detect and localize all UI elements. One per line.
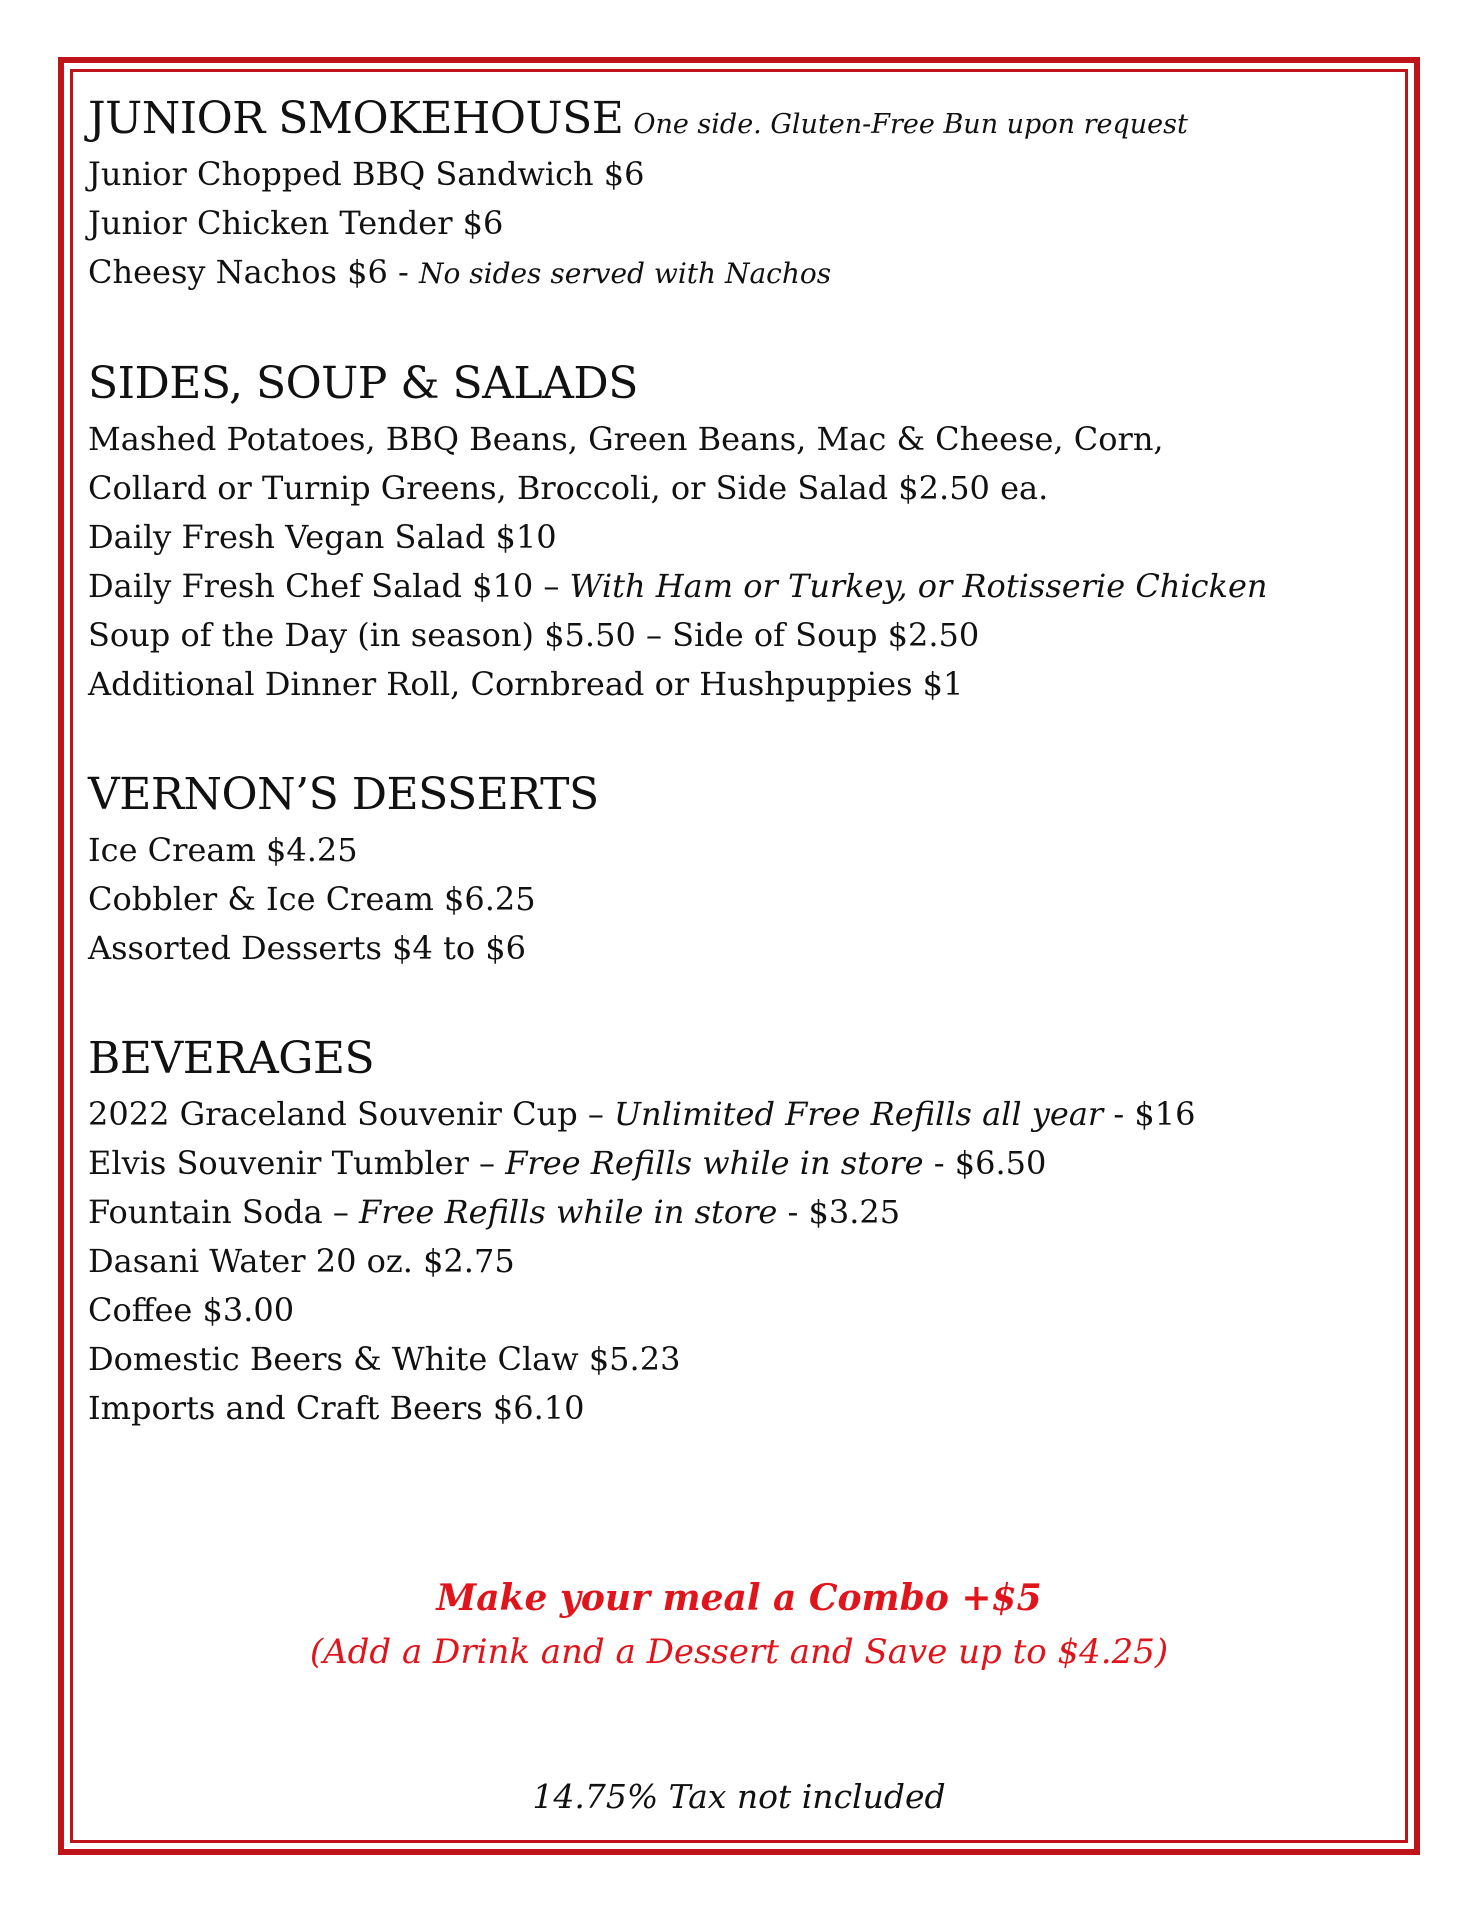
menu-item-note: Unlimited Free Refills all year bbox=[614, 1095, 1104, 1133]
section-desserts bbox=[88, 764, 1388, 973]
menu-item bbox=[88, 1286, 1388, 1335]
section-title: JUNIOR SMOKEHOUSE bbox=[88, 93, 624, 144]
menu-item bbox=[88, 924, 1388, 973]
menu-item bbox=[88, 1335, 1388, 1384]
menu-item bbox=[88, 415, 1388, 464]
menu-content bbox=[88, 88, 1388, 1433]
menu-item bbox=[88, 611, 1388, 660]
menu-item-text: Additional Dinner Roll, Cornbread or Hushpuppies $1 bbox=[88, 665, 964, 703]
menu-item-text: Dasani Water 20 oz. $2.75 bbox=[88, 1242, 515, 1280]
tax-note: 14.75% Tax not included bbox=[532, 1777, 946, 1816]
section-heading-row bbox=[88, 88, 1388, 150]
menu-item-note: Free Refills while in store bbox=[505, 1144, 924, 1182]
menu-item bbox=[88, 150, 1388, 199]
menu-item bbox=[88, 660, 1388, 709]
menu-item-text: Imports and Craft Beers $6.10 bbox=[88, 1389, 585, 1427]
menu-item bbox=[88, 1188, 1388, 1237]
section-title: SIDES, SOUP & SALADS bbox=[88, 358, 638, 409]
menu-item-text: Cobbler & Ice Cream $6.25 bbox=[88, 880, 536, 918]
menu-item-text: Daily Fresh Vegan Salad $10 bbox=[88, 518, 557, 556]
menu-item bbox=[88, 826, 1388, 875]
menu-item bbox=[88, 1237, 1388, 1286]
menu-item-price: - $6.50 bbox=[923, 1144, 1047, 1182]
menu-item-text: Mashed Potatoes, BBQ Beans, Green Beans, Mac & Cheese, Corn, bbox=[88, 420, 1164, 458]
section-title: VERNON’S DESSERTS bbox=[88, 769, 599, 820]
menu-item bbox=[88, 875, 1388, 924]
section-note: One side. Gluten-Free Bun upon request bbox=[633, 109, 1188, 140]
menu-item bbox=[88, 1139, 1388, 1188]
menu-item-text: Junior Chicken Tender $6 bbox=[88, 204, 504, 242]
combo-offer-title: Make your meal a Combo +$5 bbox=[436, 1577, 1042, 1619]
menu-item-text: Daily Fresh Chef Salad $10 – bbox=[88, 567, 570, 605]
menu-item-text: Ice Cream $4.25 bbox=[88, 831, 358, 869]
menu-item bbox=[88, 562, 1388, 611]
section-title: BEVERAGES bbox=[88, 1033, 375, 1084]
menu-item-text: Junior Chopped BBQ Sandwich $6 bbox=[88, 155, 645, 193]
section-sides-soup-salads bbox=[88, 353, 1388, 709]
menu-item-price: - $16 bbox=[1103, 1095, 1196, 1133]
menu-item bbox=[88, 464, 1388, 513]
section-heading-row bbox=[88, 764, 1388, 826]
menu-item-price: - $3.25 bbox=[777, 1193, 901, 1231]
menu-item-text: Fountain Soda – bbox=[88, 1193, 359, 1231]
menu-item-text: 2022 Graceland Souvenir Cup – bbox=[88, 1095, 615, 1133]
menu-item-text: Soup of the Day (in season) $5.50 – Side of Soup $2.50 bbox=[88, 616, 980, 654]
menu-item-text: Coffee $3.00 bbox=[88, 1291, 295, 1329]
section-heading-row bbox=[88, 353, 1388, 415]
menu-item bbox=[88, 1384, 1388, 1433]
menu-item bbox=[88, 513, 1388, 562]
section-heading-row bbox=[88, 1028, 1388, 1090]
menu-item bbox=[88, 248, 1388, 298]
menu-item-text: Assorted Desserts $4 to $6 bbox=[88, 929, 526, 967]
menu-item-text: Domestic Beers & White Claw $5.23 bbox=[88, 1340, 681, 1378]
menu-item-text: Elvis Souvenir Tumbler – bbox=[88, 1144, 506, 1182]
menu-item-note: No sides served with Nachos bbox=[418, 257, 832, 290]
menu-item-note: Free Refills while in store bbox=[358, 1193, 778, 1231]
section-beverages bbox=[88, 1028, 1388, 1433]
combo-offer-subtitle: (Add a Drink and a Dessert and Save up to $4.25) bbox=[309, 1632, 1169, 1672]
menu-item bbox=[88, 1090, 1388, 1139]
menu-item-text: Collard or Turnip Greens, Broccoli, or Side Salad $2.50 ea. bbox=[88, 469, 1049, 507]
menu-item-text: Cheesy Nachos $6 - bbox=[88, 253, 419, 291]
menu-item bbox=[88, 199, 1388, 248]
section-junior-smokehouse bbox=[88, 88, 1388, 298]
menu-item-note: With Ham or Turkey, or Rotisserie Chicken bbox=[569, 567, 1268, 605]
